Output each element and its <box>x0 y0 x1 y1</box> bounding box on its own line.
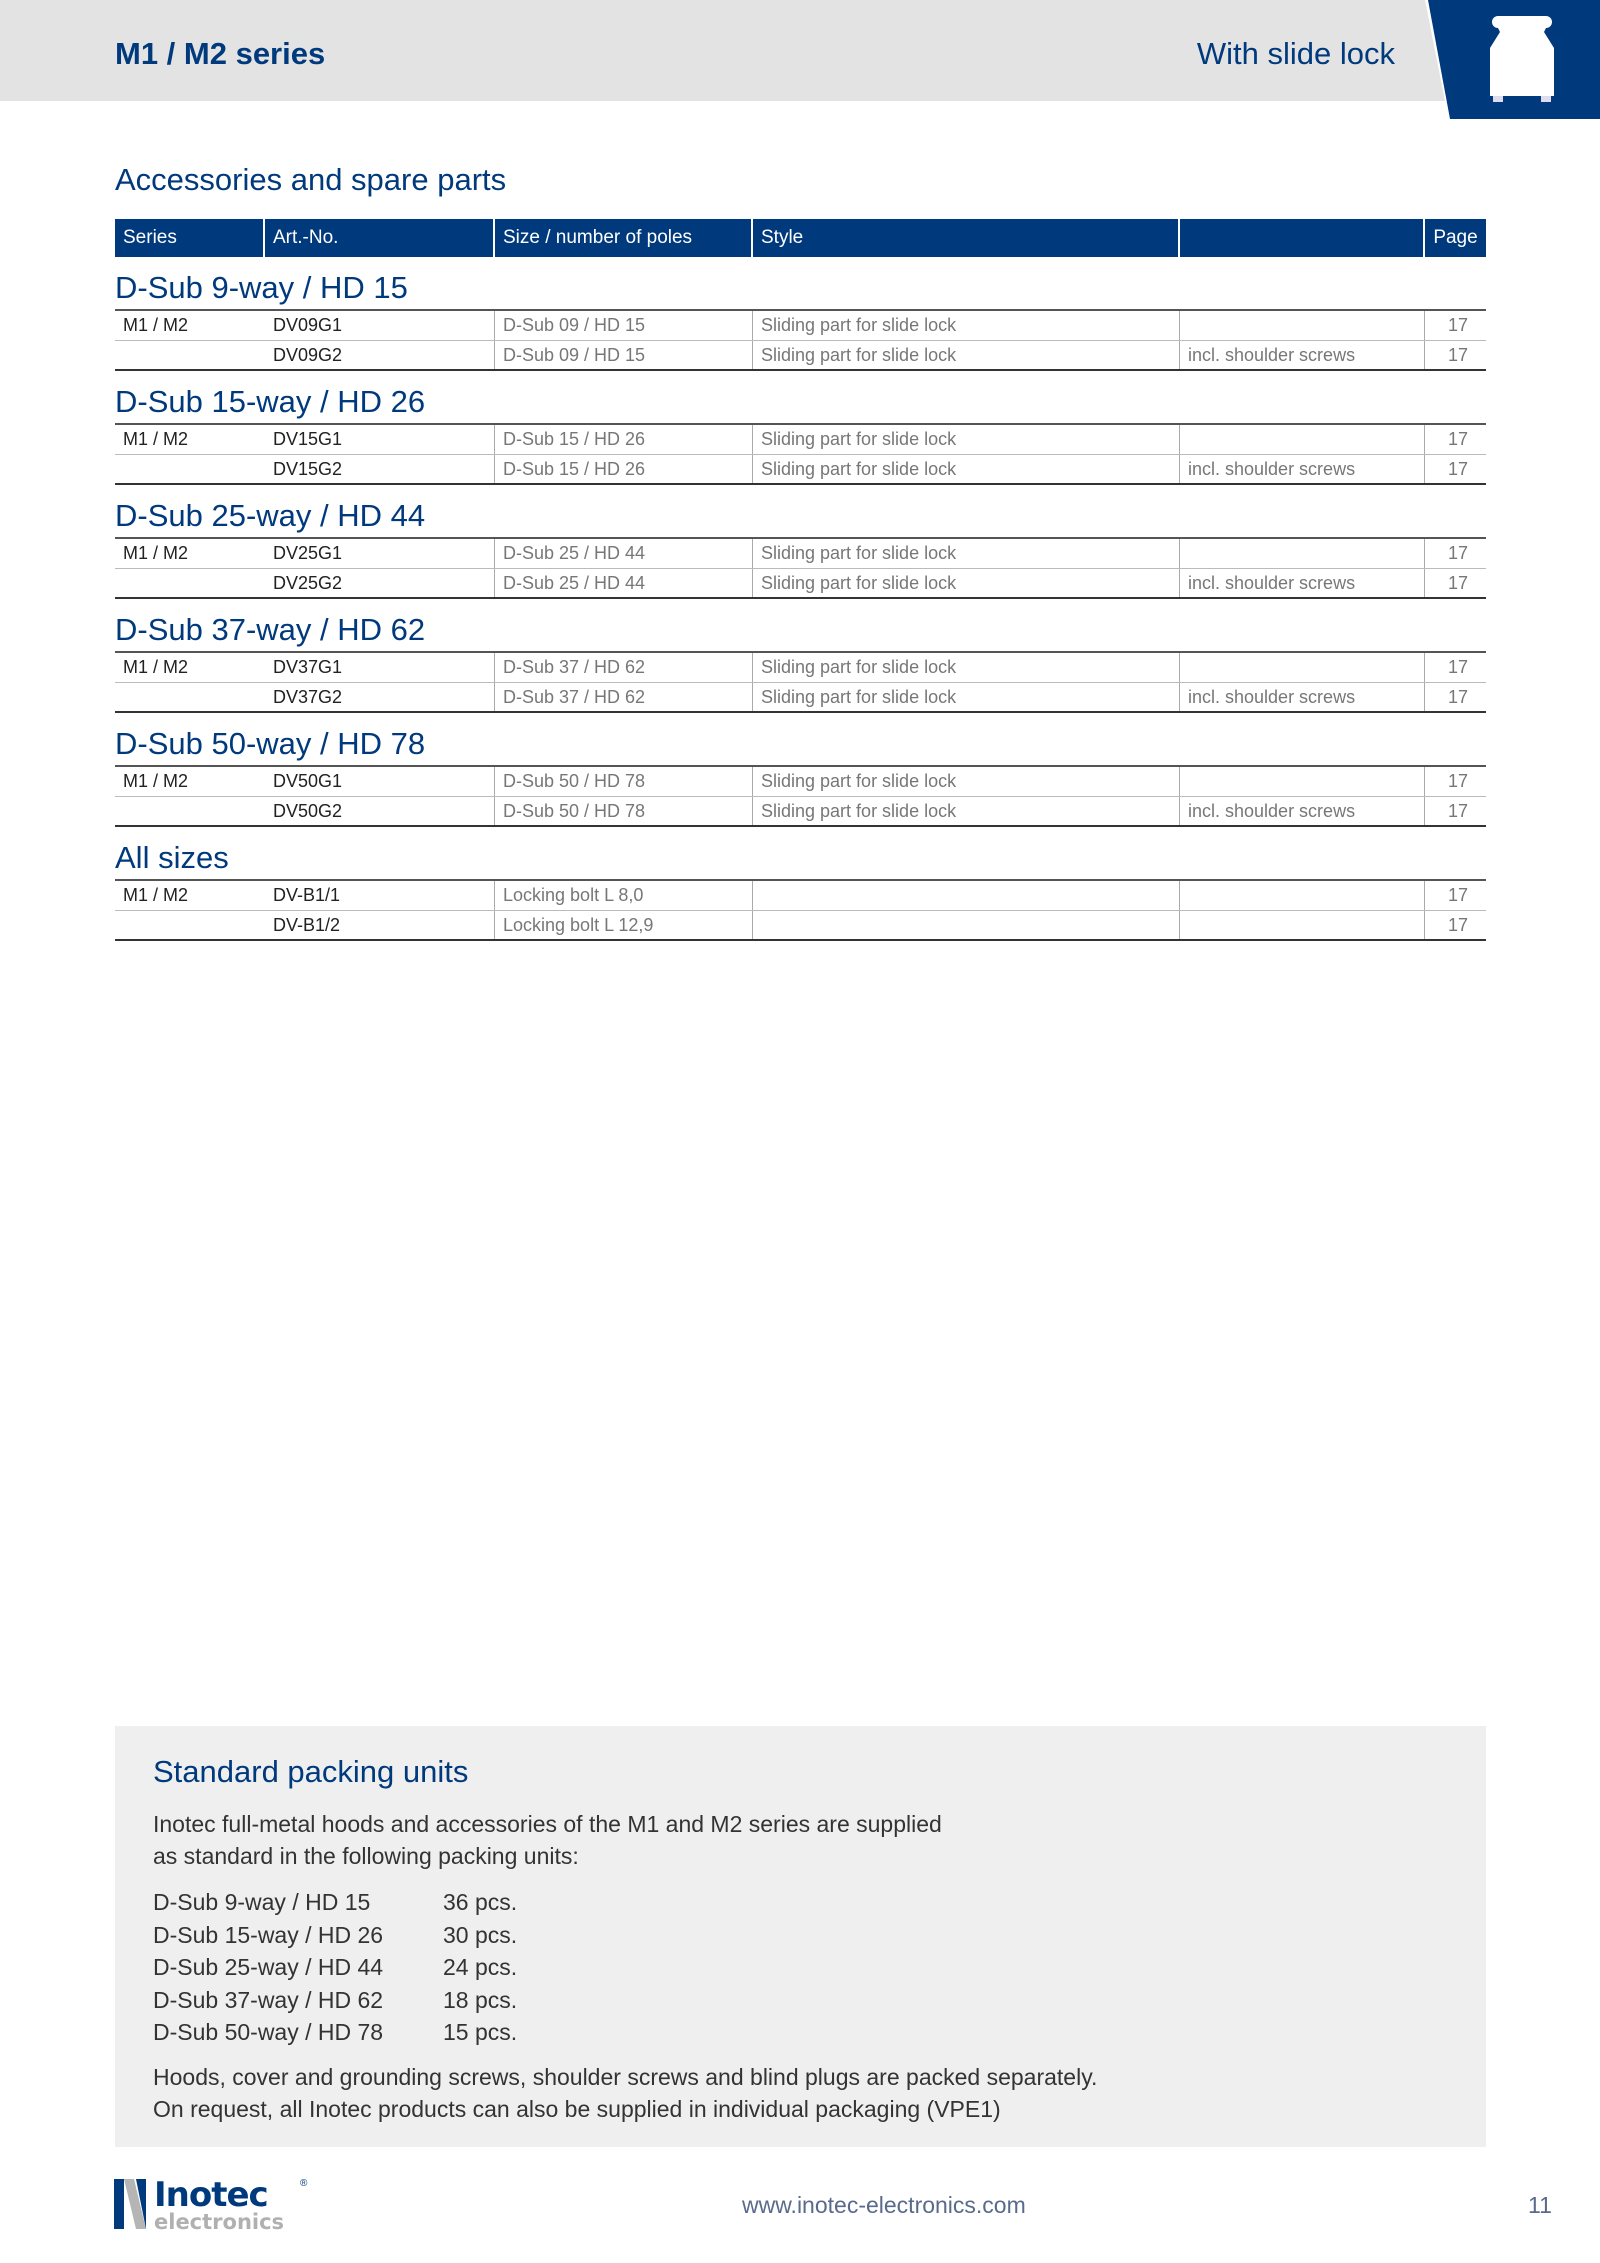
packing-size: D-Sub 9-way / HD 15 <box>153 1889 371 1915</box>
cell-note <box>1180 425 1425 454</box>
cell-series: M1 / M2 <box>123 543 189 563</box>
cell-art-no: DV50G2 <box>265 797 495 825</box>
table-header <box>115 219 1486 257</box>
packing-item <box>153 1919 1448 1952</box>
packing-units-box <box>115 1726 1486 2147</box>
table-row <box>115 682 1486 711</box>
section-title: Accessories and spare parts <box>115 162 507 197</box>
table-row <box>115 425 1486 454</box>
cell-art-no: DV37G1 <box>265 653 495 682</box>
cell-series <box>115 911 265 939</box>
cell-size: D-Sub 50 / HD 78 <box>495 767 753 796</box>
cell-page: 17 <box>1447 771 1468 791</box>
cell-art-no: DV-B1/2 <box>265 911 495 939</box>
series-title: M1 / M2 series <box>115 36 326 71</box>
col-style: Style <box>753 219 1180 257</box>
cell-size: D-Sub 15 / HD 26 <box>495 455 753 483</box>
cell-series: M1 / M2 <box>123 657 189 677</box>
cell-note: incl. shoulder screws <box>1180 455 1425 483</box>
cell-art-no: DV09G2 <box>265 341 495 369</box>
cell-note: incl. shoulder screws <box>1180 683 1425 711</box>
cell-series: M1 / M2 <box>123 885 189 905</box>
packing-item <box>153 2016 1448 2049</box>
cell-series: M1 / M2 <box>123 429 189 449</box>
cell-style: Sliding part for slide lock <box>753 425 1180 454</box>
cell-style: Sliding part for slide lock <box>753 539 1180 568</box>
col-size: Size / number of poles <box>495 219 753 257</box>
col-note <box>1180 219 1425 257</box>
inotec-logo <box>114 2176 314 2232</box>
cell-series: M1 / M2 <box>123 771 189 791</box>
cell-page: 17 <box>1447 686 1468 707</box>
packing-intro-1: Inotec full-metal hoods and accessories of the M1 and M2 series are supplied <box>153 1811 942 1837</box>
group-rows <box>115 423 1486 485</box>
svg-text:Inotec: Inotec <box>154 2176 268 2215</box>
cell-note <box>1180 311 1425 340</box>
page-number: 11 <box>1528 2192 1552 2218</box>
cell-series <box>115 569 265 597</box>
packing-size: D-Sub 15-way / HD 26 <box>153 1921 384 1948</box>
cell-note: incl. shoulder screws <box>1180 341 1425 369</box>
packing-size: D-Sub 37-way / HD 62 <box>153 1986 384 2013</box>
cell-series <box>115 683 265 711</box>
cell-series <box>115 797 265 825</box>
group-heading: D-Sub 9-way / HD 15 <box>115 270 408 305</box>
svg-text:®: ® <box>300 2178 308 2189</box>
group-heading: All sizes <box>115 840 229 875</box>
website-link[interactable]: www.inotec-electronics.com <box>742 2192 1026 2218</box>
cell-page: 17 <box>1447 315 1468 335</box>
cell-style <box>753 881 1180 910</box>
cell-style: Sliding part for slide lock <box>753 767 1180 796</box>
cell-page: 17 <box>1447 657 1468 677</box>
group-heading: D-Sub 25-way / HD 44 <box>115 498 426 533</box>
cell-style: Sliding part for slide lock <box>753 341 1180 369</box>
cell-size: D-Sub 09 / HD 15 <box>495 311 753 340</box>
table-row <box>115 454 1486 483</box>
packing-qty: 30 pcs. <box>443 1921 518 1948</box>
cell-page: 17 <box>1447 914 1468 935</box>
svg-text:electronics: electronics <box>154 2210 285 2232</box>
group-rows <box>115 765 1486 827</box>
group-rows <box>115 651 1486 713</box>
cell-page: 17 <box>1447 543 1468 563</box>
cell-style: Sliding part for slide lock <box>753 797 1180 825</box>
header-subtitle: With slide lock <box>1196 36 1395 71</box>
cell-art-no: DV-B1/1 <box>265 881 495 910</box>
packing-size: D-Sub 50-way / HD 78 <box>153 2019 384 2045</box>
table-row <box>115 568 1486 597</box>
packing-list <box>153 1886 1448 2049</box>
table-row <box>115 796 1486 825</box>
table-row <box>115 910 1486 939</box>
packing-outro-1: Hoods, cover and grounding screws, shoulder screws and blind plugs are packed separately. <box>153 2063 1098 2090</box>
table-row <box>115 539 1486 568</box>
packing-intro-2: as standard in the following packing units: <box>153 1843 579 1869</box>
cell-style: Sliding part for slide lock <box>753 311 1180 340</box>
packing-qty: 18 pcs. <box>443 1986 518 2013</box>
cell-art-no: DV15G1 <box>265 425 495 454</box>
cell-style: Sliding part for slide lock <box>753 569 1180 597</box>
col-art-no: Art.-No. <box>265 219 495 257</box>
group-heading: D-Sub 37-way / HD 62 <box>115 612 426 647</box>
cell-note <box>1180 881 1425 910</box>
cell-note <box>1180 911 1425 939</box>
cell-series <box>115 341 265 369</box>
cell-art-no: DV09G1 <box>265 311 495 340</box>
cell-page: 17 <box>1447 572 1468 593</box>
table-row <box>115 311 1486 340</box>
cell-series <box>115 455 265 483</box>
cell-note <box>1180 539 1425 568</box>
group-rows <box>115 879 1486 941</box>
packing-qty: 15 pcs. <box>443 2019 518 2045</box>
cell-art-no: DV25G2 <box>265 569 495 597</box>
accessories-table <box>115 219 1486 941</box>
table-row <box>115 340 1486 369</box>
packing-item <box>153 1984 1448 2017</box>
group-heading: D-Sub 15-way / HD 26 <box>115 384 426 419</box>
cell-size: Locking bolt L 12,9 <box>495 911 753 939</box>
packing-size: D-Sub 25-way / HD 44 <box>153 1954 384 1980</box>
cell-size: D-Sub 37 / HD 62 <box>495 653 753 682</box>
cell-note <box>1180 653 1425 682</box>
group-rows <box>115 309 1486 371</box>
group-rows <box>115 537 1486 599</box>
cell-size: D-Sub 25 / HD 44 <box>495 539 753 568</box>
packing-title: Standard packing units <box>153 1754 469 1789</box>
cell-art-no: DV50G1 <box>265 767 495 796</box>
cell-style <box>753 911 1180 939</box>
cell-page: 17 <box>1447 429 1468 449</box>
cell-page: 17 <box>1447 885 1468 905</box>
packing-item <box>153 1951 1448 1984</box>
table-row <box>115 767 1486 796</box>
hood-icon <box>1490 16 1554 104</box>
table-row <box>115 881 1486 910</box>
cell-size: D-Sub 37 / HD 62 <box>495 683 753 711</box>
cell-style: Sliding part for slide lock <box>753 653 1180 682</box>
col-page: Page <box>1433 227 1478 248</box>
cell-note: incl. shoulder screws <box>1180 569 1425 597</box>
cell-size: D-Sub 15 / HD 26 <box>495 425 753 454</box>
cell-style: Sliding part for slide lock <box>753 455 1180 483</box>
cell-art-no: DV15G2 <box>265 455 495 483</box>
cell-size: Locking bolt L 8,0 <box>495 881 753 910</box>
cell-size: D-Sub 50 / HD 78 <box>495 797 753 825</box>
cell-size: D-Sub 25 / HD 44 <box>495 569 753 597</box>
table-row <box>115 653 1486 682</box>
cell-note <box>1180 767 1425 796</box>
cell-size: D-Sub 09 / HD 15 <box>495 341 753 369</box>
packing-outro-2: On request, all Inotec products can also be supplied in individual packaging (VPE1) <box>153 2095 1001 2122</box>
col-series: Series <box>115 219 265 257</box>
group-heading: D-Sub 50-way / HD 78 <box>115 726 426 761</box>
cell-style: Sliding part for slide lock <box>753 683 1180 711</box>
packing-item <box>153 1886 1448 1919</box>
cell-page: 17 <box>1447 344 1468 365</box>
cell-art-no: DV37G2 <box>265 683 495 711</box>
cell-page: 17 <box>1447 800 1468 821</box>
cell-page: 17 <box>1447 458 1468 479</box>
cell-art-no: DV25G1 <box>265 539 495 568</box>
packing-qty: 24 pcs. <box>443 1954 518 1980</box>
cell-note: incl. shoulder screws <box>1180 797 1425 825</box>
cell-series: M1 / M2 <box>123 315 189 335</box>
packing-qty: 36 pcs. <box>443 1889 518 1915</box>
